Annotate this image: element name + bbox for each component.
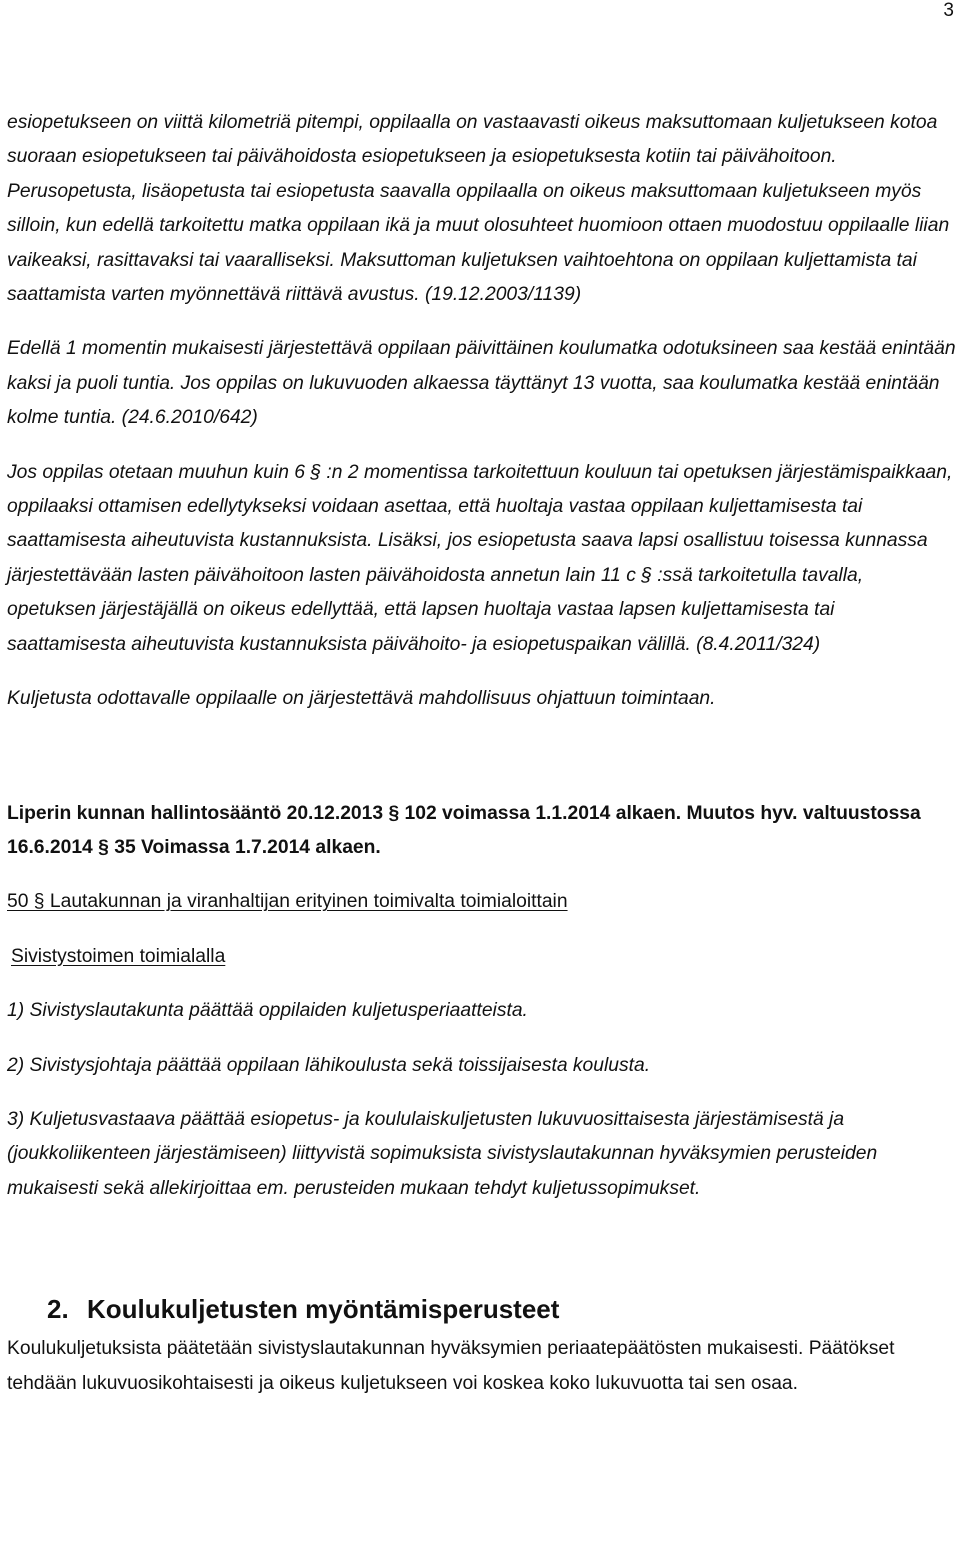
section-50-heading: 50 § Lautakunnan ja viranhaltijan erityinen toimivalta toimialoittain <box>7 891 568 913</box>
list-item-3: 3) Kuljetusvastaava päättää esiopetus- ja koululaiskuljetusten lukuvuosittaisesta järjestämisestä ja (joukkoliikenteen järjestämiseen) liittyvistä sopimuksista sivistyslautakunnan hyväksymien perusteiden mukaisesti sekä allekirjoittaa em. perusteiden mukaan tehdyt kuljetussopimukset. <box>7 1108 878 1199</box>
paragraph-other-school: Jos oppilas otetaan muuhun kuin 6 § :n 2 momentissa tarkoitettuun kouluun tai opetuksen järjestämispaikkaan, oppilaaksi ottamisen edellytykseksi voidaan asettaa, että huoltaja vastaa oppilaan kuljettamisesta tai saattamisesta aiheutuvista kustannuksista. Lisäksi, jos esiopetusta saava lapsi osallistuu toisessa kunnassa järjestettävään lasten päivähoitoon lasten päivähoidosta annetun lain 11 c § :ssä tarkoitetulla tavalla, opetuksen järjestäjällä on oikeus edellyttää, että lapsen huoltaja vastaa lapsen kuljettamisesta tai saattamisesta aiheutuvista kustannuksista päivähoito- ja esiopetuspaikan välillä. (8.4.2011/324) <box>7 461 953 655</box>
paragraph-administrative-rule: Liperin kunnan hallintosääntö 20.12.2013 § 102 voimassa 1.1.2014 alkaen. Muutos hyv. valtuustossa 16.6.2014 § 35 Voimassa 1.7.2014 alkaen. <box>7 802 921 858</box>
section-title: Koulukuljetusten myöntämisperusteet <box>87 1294 560 1325</box>
list-item-1: 1) Sivistyslautakunta päättää oppilaiden kuljetusperiaatteista. <box>7 1000 528 1022</box>
paragraph-travel-time: Edellä 1 momentin mukaisesti järjestettävä oppilaan päivittäinen koulumatka odotuksineen saa kestää enintään kaksi ja puoli tuntia. Jos oppilas on lukuvuoden alkaessa täyttänyt 13 vuotta, saa koulumatka kestää enintään kolme tuntia. (24.6.2010/642) <box>7 338 956 429</box>
paragraph-transport-rights-rest: Perusopetusta, lisäopetusta tai esiopetusta saavalla oppilaalla on oikeus maksuttomaan kuljetukseen myös silloin, kun edellä tarkoitettu matka oppilaan ikä ja muut olosuhteet huomioon ottaen muodostuu oppilaalle liian vaikeaksi, rasittavaksi tai vaaralliseksi. Maksuttoman kuljetuksen vaihtoehtona on oppilaan kuljettamista tai saattamista varten myönnettävä riittävä avustus. (19.12.2003/1139) <box>7 180 950 306</box>
paragraph-transport-rights-start: esiopetukseen on viittä kilometriä pitempi, oppilaalla on vastaavasti oikeus maksuttomaan kuljetukseen kotoa suoraan esiopetukseen tai päivähoidosta esiopetukseen ja esiopetuksesta kotiin tai päivähoitoon. <box>7 112 938 168</box>
education-sector-heading: Sivistystoimen toimialalla <box>11 945 226 967</box>
section-heading <box>7 1292 957 1326</box>
page-number: 3 <box>943 0 954 21</box>
paragraph-waiting-activity: Kuljetusta odottavalle oppilaalle on järjestettävä mahdollisuus ohjattuun toimintaan. <box>7 688 716 710</box>
paragraph-transport-rights <box>7 106 957 312</box>
section-body: Koulukuljetuksista päätetään sivistyslautakunnan hyväksymien periaatepäätösten mukaisesti. Päätökset tehdään lukuvuosikohtaisesti ja oikeus kuljetukseen voi koskea koko lukuvuotta tai sen osaa. <box>7 1338 895 1394</box>
list-item-2: 2) Sivistysjohtaja päättää oppilaan lähikoulusta sekä toissijaisesta koulusta. <box>7 1054 651 1076</box>
document-body <box>7 106 957 1401</box>
section-number: 2. <box>47 1294 69 1325</box>
